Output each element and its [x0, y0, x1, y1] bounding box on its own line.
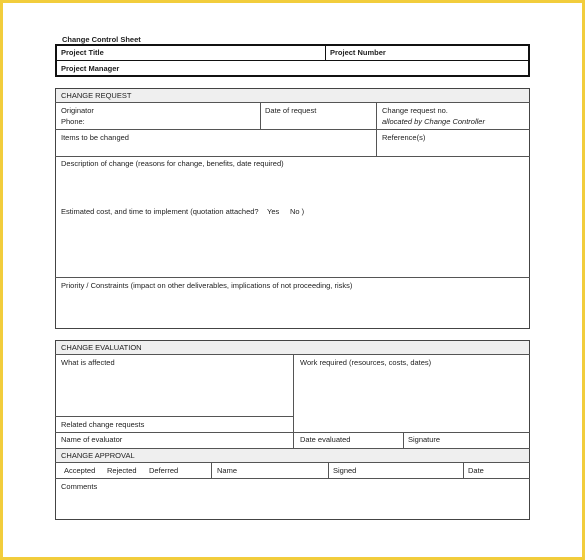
change-control-sheet: [3, 3, 582, 557]
what-affected-label: What is affected: [61, 358, 115, 367]
approval-signed-label: Signed: [333, 466, 357, 475]
references-label: Reference(s): [382, 133, 426, 142]
work-required-label: Work required (resources, costs, dates): [300, 358, 432, 367]
project-manager-label: Project Manager: [61, 64, 120, 73]
related-requests-label: Related change requests: [61, 420, 145, 429]
description-label: Description of change (reasons for change, benefits, date required): [61, 159, 284, 168]
change-request-no-label: Change request no.: [382, 106, 448, 115]
originator-label: Originator: [61, 106, 94, 115]
change-request-heading: CHANGE REQUEST: [61, 91, 132, 100]
priority-constraints-label: Priority / Constraints (impact on other deliverables, implications of not proceeding, risks): [61, 281, 353, 290]
estimated-cost-label: Estimated cost, and time to implement (quotation attached?: [61, 207, 259, 216]
sheet-title: Change Control Sheet: [62, 35, 141, 44]
quotation-no-option[interactable]: No ): [290, 207, 305, 216]
project-manager-field[interactable]: [133, 63, 525, 74]
project-title-label: Project Title: [61, 48, 104, 57]
deferred-option[interactable]: Deferred: [149, 466, 179, 475]
date-of-request-label: Date of request: [265, 106, 317, 115]
project-title-field[interactable]: [123, 47, 321, 58]
phone-label: Phone:: [61, 117, 85, 126]
comments-label: Comments: [61, 482, 98, 491]
project-number-field[interactable]: [398, 47, 526, 58]
allocated-by-label: allocated by Change Controller: [382, 117, 485, 126]
date-evaluated-label: Date evaluated: [300, 435, 351, 444]
accepted-option[interactable]: Accepted: [64, 466, 96, 475]
approval-date-label: Date: [468, 466, 484, 475]
approval-name-label: Name: [217, 466, 238, 475]
change-evaluation-heading: CHANGE EVALUATION: [61, 343, 142, 352]
evaluator-label: Name of evaluator: [61, 435, 123, 444]
quotation-yes-option[interactable]: Yes: [267, 207, 280, 216]
items-to-change-label: Items to be changed: [61, 133, 129, 142]
rejected-option[interactable]: Rejected: [107, 466, 137, 475]
change-approval-heading: CHANGE APPROVAL: [61, 451, 135, 460]
signature-label: Signature: [408, 435, 441, 444]
project-number-label: Project Number: [330, 48, 386, 57]
